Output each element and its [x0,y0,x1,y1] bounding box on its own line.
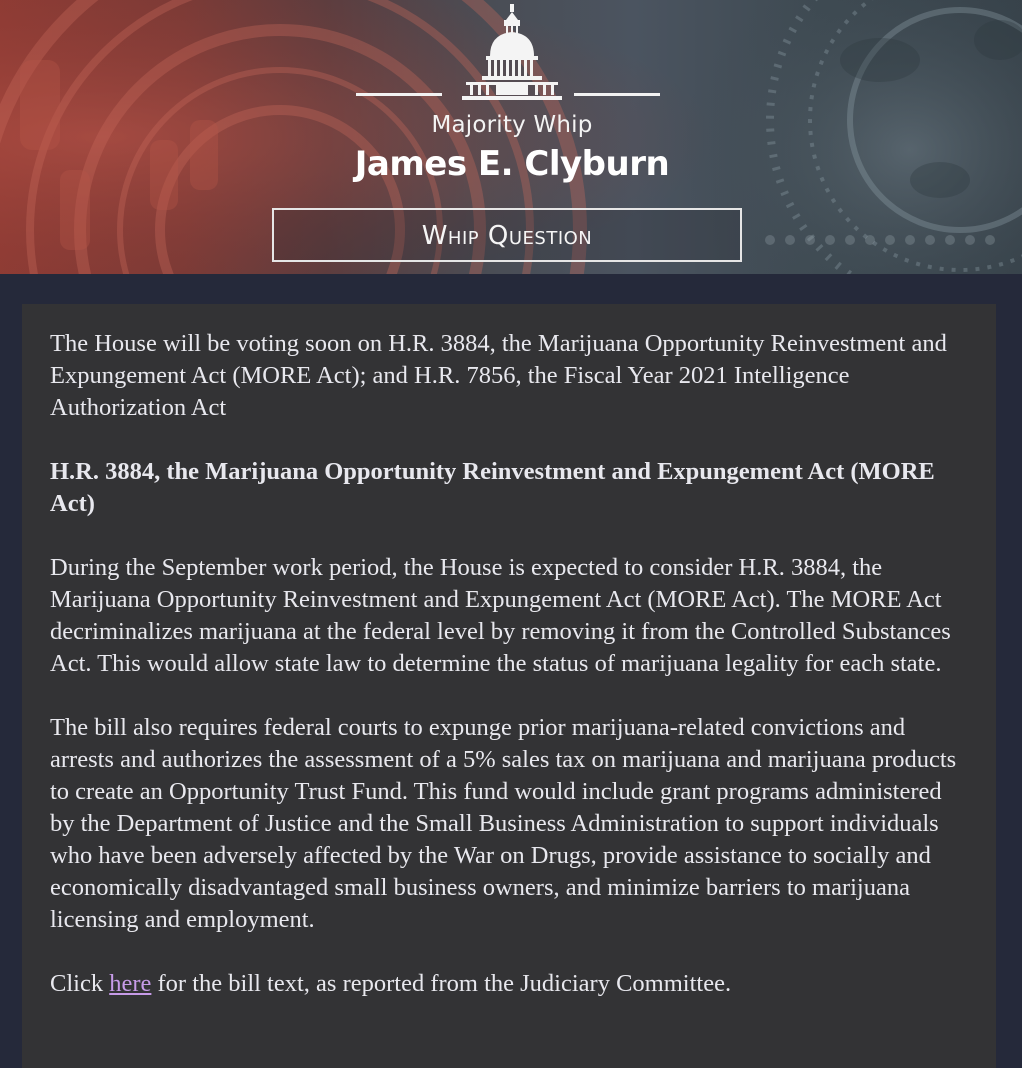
bill-text-prefix: Click [50,970,110,997]
bill-text-suffix: for the bill text, as reported from the Judiciary Committee. [151,970,732,997]
capitol-dome-icon [462,4,562,102]
divider-left [356,93,442,96]
body-paragraph-2: The bill also requires federal courts to expunge prior marijuana-related convictions and arrests and authorizes the assessment of a 5% sales tax on marijuana and marijuana products to create an Opportunity Trust Fund. This fund would include grant programs administered by the Department of Justice and the Small Business Administration to support individuals who have been adversely affected by the War on Drugs, provide assistance to socially and economically disadvantaged small business owners, and minimize barriers to marijuana licensing and employment. [50,714,957,933]
header-banner [0,0,1022,274]
intro-paragraph: The House will be voting soon on H.R. 3884, the Marijuana Opportunity Reinvestment and Expungement Act (MORE Act); and H.R. 7856, the Fiscal Year 2021 Intelligence Authorization Act [50,330,947,421]
whip-question-label: Whip Question [421,221,593,251]
email-body [22,304,996,1068]
whip-logo [0,0,1022,274]
bill-text-link[interactable]: here [109,970,152,997]
section-heading: H.R. 3884, the Marijuana Opportunity Reinvestment and Expungement Act (MORE Act) [50,458,935,517]
bill-text-paragraph [50,968,968,1000]
header-subtitle: Majority Whip [431,112,593,138]
whip-question-badge [272,208,742,262]
header-title: James E. Clyburn [354,144,670,184]
divider-right [574,93,660,96]
body-paragraph-1: During the September work period, the House is expected to consider H.R. 3884, the Marijuana Opportunity Reinvestment and Expungement Act (MORE Act). The MORE Act decriminalizes marijuana at the federal level by removing it from the Controlled Substances Act. This would allow state law to determine the status of marijuana legality for each state. [50,554,951,677]
